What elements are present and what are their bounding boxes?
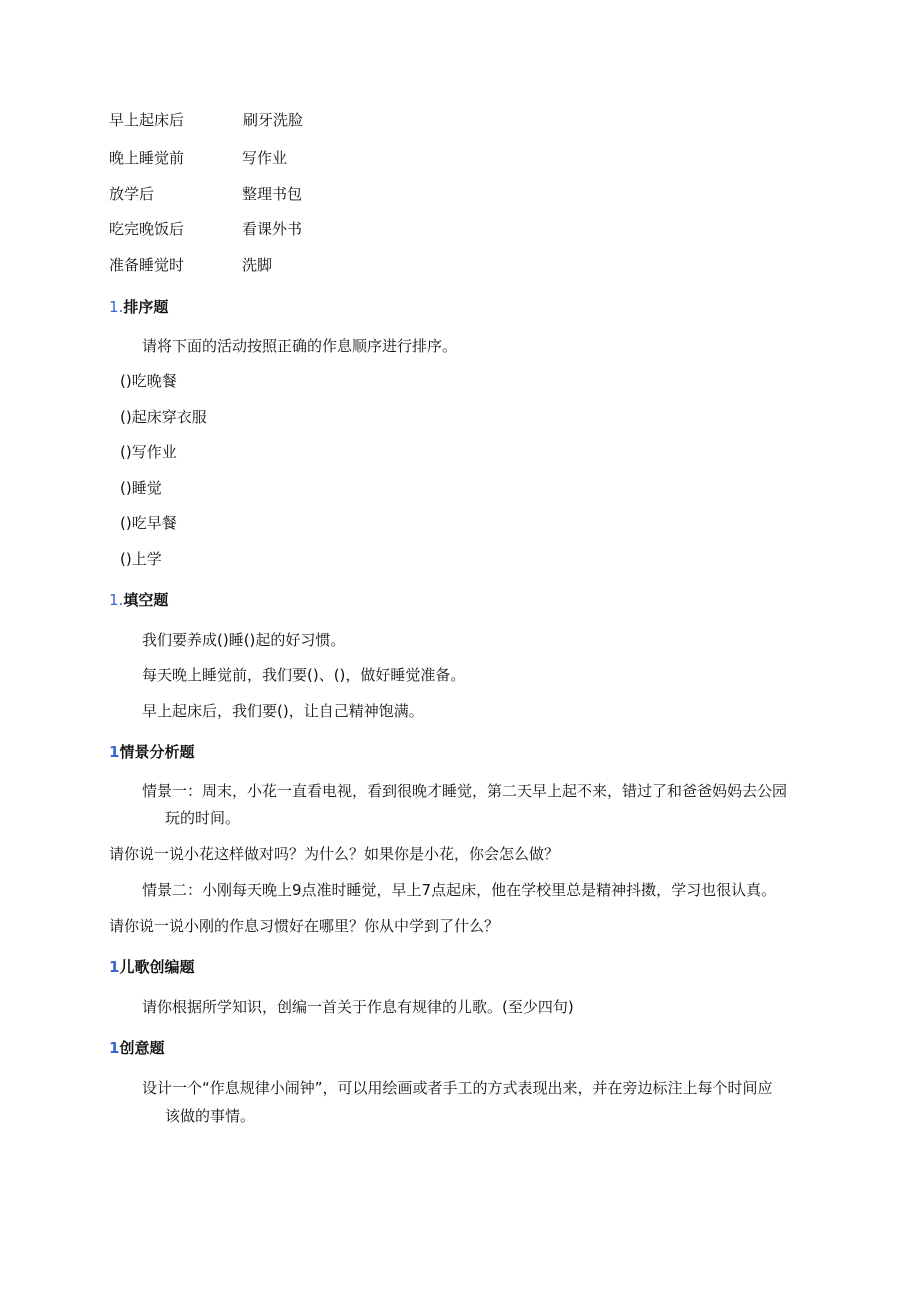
match-right-2: 写作业: [242, 149, 288, 167]
scenario-question-2: 请你说一说小刚的作息习惯好在哪里？你从中学到了什么？: [109, 917, 500, 935]
scenario-1-line-2: 玩的时间。: [165, 809, 241, 827]
song-instruction: 请你根据所学知识，创编一首关于作息有规律的儿歌。(至少四句): [142, 998, 574, 1016]
match-left-5: 准备睡觉时: [109, 256, 185, 274]
ordering-number: 1.: [109, 298, 124, 316]
song-heading: [109, 957, 194, 977]
match-right-5: 洗脚: [242, 256, 273, 274]
ordering-item-1: ()吃晚餐: [120, 372, 177, 390]
ordering-item-6: ()上学: [120, 550, 162, 568]
fill-blank-heading: [109, 590, 168, 610]
creative-line-2: 该做的事情。: [165, 1107, 256, 1125]
scenario-1-line-1: 情景一：周末，小花一直看电视，看到很晚才睡觉，第二天早上起不来，错过了和爸爸妈妈去公园: [142, 782, 788, 800]
fill-blank-item-3: 早上起床后，我们要()，让自己精神饱满。: [142, 702, 424, 720]
ordering-instruction: 请将下面的活动按照正确的作息顺序进行排序。: [142, 337, 458, 355]
scenario-heading: [109, 742, 194, 762]
creative-number: 1: [109, 1039, 120, 1057]
scenario-title: 情景分析题: [119, 743, 195, 761]
fill-blank-item-1: 我们要养成()睡()起的好习惯。: [142, 631, 346, 649]
song-title: 儿歌创编题: [119, 958, 195, 976]
match-left-2: 晚上睡觉前: [109, 149, 185, 167]
match-left-4: 吃完晚饭后: [109, 220, 185, 238]
scenario-question-1: 请你说一说小花这样做对吗？为什么？如果你是小花，你会怎么做？: [109, 845, 560, 863]
match-right-1: 刷牙洗脸: [243, 111, 304, 129]
song-number: 1: [109, 958, 120, 976]
scenario-number: 1: [109, 743, 120, 761]
ordering-item-3: ()写作业: [120, 443, 177, 461]
creative-heading: [109, 1038, 164, 1058]
ordering-heading: [109, 297, 168, 317]
fill-blank-number: 1.: [109, 591, 124, 609]
match-right-3: 整理书包: [242, 185, 303, 203]
fill-blank-title: 填空题: [123, 591, 169, 609]
match-left-1: 早上起床后: [109, 111, 185, 129]
ordering-item-5: ()吃早餐: [120, 514, 177, 532]
creative-line-1: 设计一个“作息规律小闹钟”，可以用绘画或者手工的方式表现出来，并在旁边标注上每个时间应: [142, 1079, 773, 1097]
fill-blank-item-2: 每天晚上睡觉前，我们要()、()，做好睡觉准备。: [142, 666, 466, 684]
ordering-item-2: ()起床穿衣服: [120, 408, 207, 426]
match-left-3: 放学后: [109, 185, 155, 203]
match-right-4: 看课外书: [242, 220, 303, 238]
scenario-2: 情景二：小刚每天晚上9点准时睡觉，早上7点起床，他在学校里总是精神抖擞，学习也很认真。: [142, 881, 777, 899]
ordering-title: 排序题: [123, 298, 169, 316]
ordering-item-4: ()睡觉: [120, 479, 162, 497]
creative-title: 创意题: [119, 1039, 165, 1057]
